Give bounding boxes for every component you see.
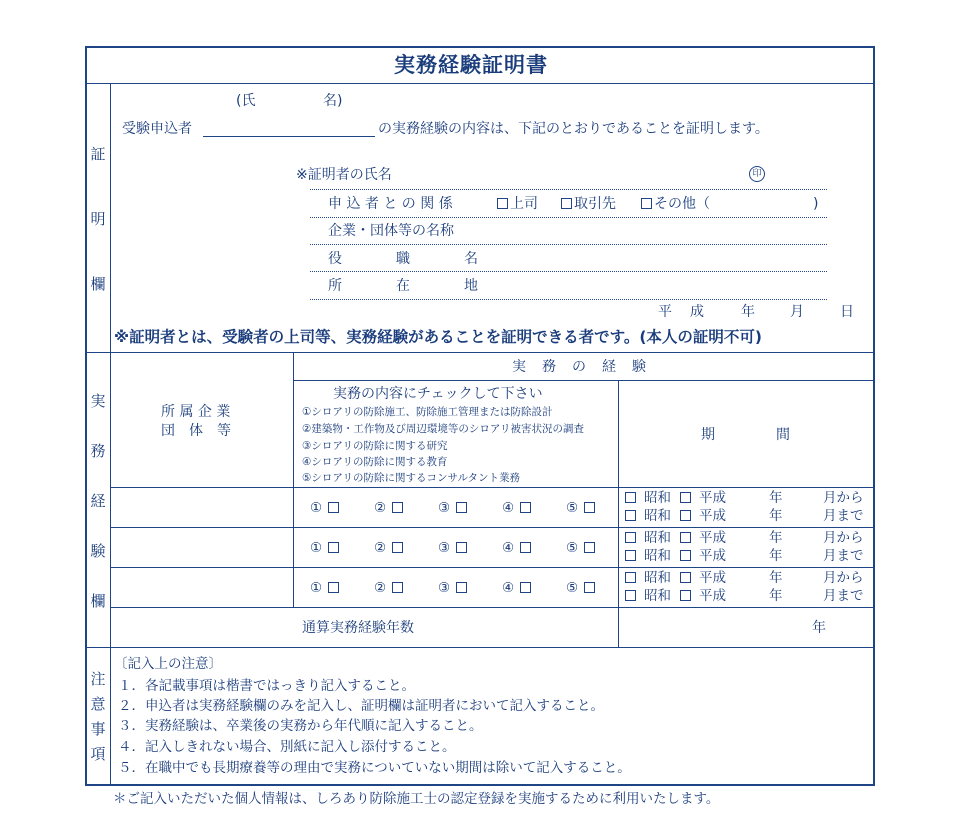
cert-side-label-3: 欄 xyxy=(90,275,106,293)
form-title: 実務経験証明書 xyxy=(394,53,548,77)
date-day: 日 xyxy=(840,304,854,320)
period-to[interactable] xyxy=(625,588,870,604)
checkbox-icon xyxy=(625,572,636,583)
checkbox-icon xyxy=(625,550,636,561)
seal-icon: 印 xyxy=(749,166,765,182)
era-showa: 昭和 xyxy=(644,530,671,546)
content-item-2: ②建築物・工作物及び周辺環境等のシロアリ被害状況の調査 xyxy=(302,423,584,435)
check-number: ① xyxy=(310,580,323,596)
relation-option-client[interactable] xyxy=(561,196,616,212)
era-showa: 昭和 xyxy=(644,508,671,524)
year-label: 年 xyxy=(769,530,783,546)
check-number: ② xyxy=(374,500,387,516)
checkbox-icon xyxy=(456,542,467,553)
period-from[interactable] xyxy=(625,570,870,586)
checkbox-icon xyxy=(497,198,508,209)
check-number: ⑤ xyxy=(566,580,579,596)
position-label-1: 役 xyxy=(328,251,342,267)
location-field[interactable] xyxy=(485,275,825,297)
content-item-1: ①シロアリの防除施工、防除施工管理または防除設計 xyxy=(302,406,553,418)
location-label-1: 所 xyxy=(328,278,342,294)
cert-side-label-2: 明 xyxy=(90,210,106,228)
check-number: ④ xyxy=(502,500,515,516)
checkbox-icon xyxy=(680,572,691,583)
note-item-4: ４．記入しきれない場合、別紙に記入し添付すること。 xyxy=(118,739,456,755)
note-item-2: ２．申込者は実務経験欄のみを記入し、証明欄は証明者において記入すること。 xyxy=(118,698,604,714)
row-company-field[interactable] xyxy=(112,569,291,606)
period-to[interactable] xyxy=(625,548,870,564)
relation-option-client-label: 取引先 xyxy=(574,196,616,212)
company-header-line2: 団 体 等 xyxy=(161,423,231,439)
year-label: 年 xyxy=(769,508,783,524)
note-item-5: ５．在職中でも長期療養等の理由で実務についていない期間は除いて記入すること。 xyxy=(118,760,631,776)
checkbox-icon xyxy=(456,502,467,513)
exp-side-label-2: 務 xyxy=(90,442,106,460)
position-label-2: 職 xyxy=(396,251,410,267)
era-showa: 昭和 xyxy=(644,570,671,586)
applicant-name-field[interactable] xyxy=(203,118,375,137)
total-years-field[interactable] xyxy=(625,612,805,642)
row-company-field[interactable] xyxy=(112,489,291,526)
era-heisei: 平成 xyxy=(699,548,726,564)
total-unit: 年 xyxy=(812,620,826,636)
checkbox-icon xyxy=(520,542,531,553)
total-label: 通算実務経験年数 xyxy=(302,620,414,636)
check-number: ③ xyxy=(438,500,451,516)
era-showa: 昭和 xyxy=(644,548,671,564)
relation-option-boss-label: 上司 xyxy=(510,196,538,212)
exp-side-label-4: 験 xyxy=(90,542,106,560)
checkbox-icon xyxy=(680,550,691,561)
company-label: 企業・団体等の名称 xyxy=(328,223,454,239)
certifier-name-label: ※証明者の氏名 xyxy=(296,167,392,183)
date-era-1: 平 xyxy=(658,304,672,320)
name-caption-right: 名) xyxy=(323,93,343,109)
check-number: ② xyxy=(374,580,387,596)
checkbox-icon xyxy=(625,510,636,521)
checkbox-icon xyxy=(584,542,595,553)
from-label: 月から xyxy=(823,490,864,506)
check-number: ④ xyxy=(502,540,515,556)
notes-side-label-4: 項 xyxy=(90,745,106,763)
name-caption-left: (氏 xyxy=(236,93,256,109)
certifier-name-field[interactable] xyxy=(400,164,740,182)
date-year: 年 xyxy=(741,304,755,320)
certifier-note: ※証明者とは、受験者の上司等、実務経験があることを証明できる者です。(本人の証明不可) xyxy=(114,328,762,346)
check-number: ③ xyxy=(438,580,451,596)
privacy-footer: ＊ご記入いただいた個人情報は、しろあり防除施工士の認定登録を実施するために利用いたします。 xyxy=(113,791,720,807)
from-label: 月から xyxy=(823,570,864,586)
relation-close: ) xyxy=(813,196,819,212)
checkbox-icon xyxy=(520,582,531,593)
content-header: 実務の内容にチェックして下さい xyxy=(333,386,543,402)
period-from[interactable] xyxy=(625,530,870,546)
relation-option-other-label: その他（ xyxy=(654,196,710,212)
relation-option-boss[interactable] xyxy=(497,196,538,212)
period-from[interactable] xyxy=(625,490,870,506)
relation-label: 申 込 者 と の 関 係 xyxy=(328,196,453,212)
note-item-3: ３．実務経験は、卒業後の実務から年代順に記入すること。 xyxy=(118,718,483,734)
checkbox-icon xyxy=(392,502,403,513)
experience-header: 実 務 の 経 験 xyxy=(512,359,647,375)
checkbox-icon xyxy=(625,532,636,543)
check-number: ④ xyxy=(502,580,515,596)
check-number: ⑤ xyxy=(566,500,579,516)
date-month: 月 xyxy=(790,304,804,320)
applicant-label: 受験申込者 xyxy=(122,121,192,137)
checkbox-icon xyxy=(328,502,339,513)
relation-option-other[interactable] xyxy=(641,196,710,212)
era-showa: 昭和 xyxy=(644,588,671,604)
checkbox-icon xyxy=(328,542,339,553)
position-label-3: 名 xyxy=(464,251,478,267)
content-item-3: ③シロアリの防除に関する研究 xyxy=(302,440,448,452)
era-heisei: 平成 xyxy=(699,508,726,524)
year-label: 年 xyxy=(769,588,783,604)
checkbox-icon xyxy=(520,502,531,513)
content-item-4: ④シロアリの防除に関する教育 xyxy=(302,456,448,468)
checkbox-icon xyxy=(584,582,595,593)
to-label: 月まで xyxy=(823,508,864,524)
checkbox-icon xyxy=(680,510,691,521)
period-header-2: 間 xyxy=(776,427,790,443)
note-item-1: １．各記載事項は楷書ではっきり記入すること。 xyxy=(118,678,415,694)
date-era-2: 成 xyxy=(690,304,704,320)
check-number: ② xyxy=(374,540,387,556)
period-header-1: 期 xyxy=(701,427,715,443)
notes-side-label-3: 事 xyxy=(90,720,106,738)
check-number: ① xyxy=(310,540,323,556)
notes-side-label-1: 注 xyxy=(90,670,106,688)
exp-side-label-3: 経 xyxy=(90,492,106,510)
era-heisei: 平成 xyxy=(699,490,726,506)
applicant-statement: の実務経験の内容は、下記のとおりであることを証明します。 xyxy=(378,121,769,137)
year-label: 年 xyxy=(769,570,783,586)
checkbox-icon xyxy=(641,198,652,209)
exp-side-label-1: 実 xyxy=(90,392,106,410)
position-field[interactable] xyxy=(485,248,825,270)
cert-side-label-1: 証 xyxy=(90,145,106,163)
checkbox-icon xyxy=(680,492,691,503)
to-label: 月まで xyxy=(823,548,864,564)
from-label: 月から xyxy=(823,530,864,546)
row-company-field[interactable] xyxy=(112,529,291,566)
year-label: 年 xyxy=(769,490,783,506)
check-number: ① xyxy=(310,500,323,516)
check-number: ③ xyxy=(438,540,451,556)
check-number: ⑤ xyxy=(566,540,579,556)
to-label: 月まで xyxy=(823,588,864,604)
era-showa: 昭和 xyxy=(644,490,671,506)
location-label-2: 在 xyxy=(396,278,410,294)
company-header-line1: 所 属 企 業 xyxy=(161,404,231,420)
checkbox-icon xyxy=(680,590,691,601)
notes-side-label-2: 意 xyxy=(90,695,106,713)
period-to[interactable] xyxy=(625,508,870,524)
year-label: 年 xyxy=(769,548,783,564)
checkbox-icon xyxy=(584,502,595,513)
notes-heading: 〔記入上の注意〕 xyxy=(114,656,222,672)
checkbox-icon xyxy=(680,532,691,543)
location-label-3: 地 xyxy=(464,278,478,294)
era-heisei: 平成 xyxy=(699,530,726,546)
checkbox-icon xyxy=(456,582,467,593)
checkbox-icon xyxy=(625,492,636,503)
checkbox-icon xyxy=(392,582,403,593)
checkbox-icon xyxy=(561,198,572,209)
content-item-5: ⑤シロアリの防除に関するコンサルタント業務 xyxy=(302,472,521,484)
era-heisei: 平成 xyxy=(699,570,726,586)
exp-side-label-5: 欄 xyxy=(90,592,106,610)
checkbox-icon xyxy=(392,542,403,553)
checkbox-icon xyxy=(328,582,339,593)
company-field[interactable] xyxy=(485,220,825,242)
checkbox-icon xyxy=(625,590,636,601)
era-heisei: 平成 xyxy=(699,588,726,604)
